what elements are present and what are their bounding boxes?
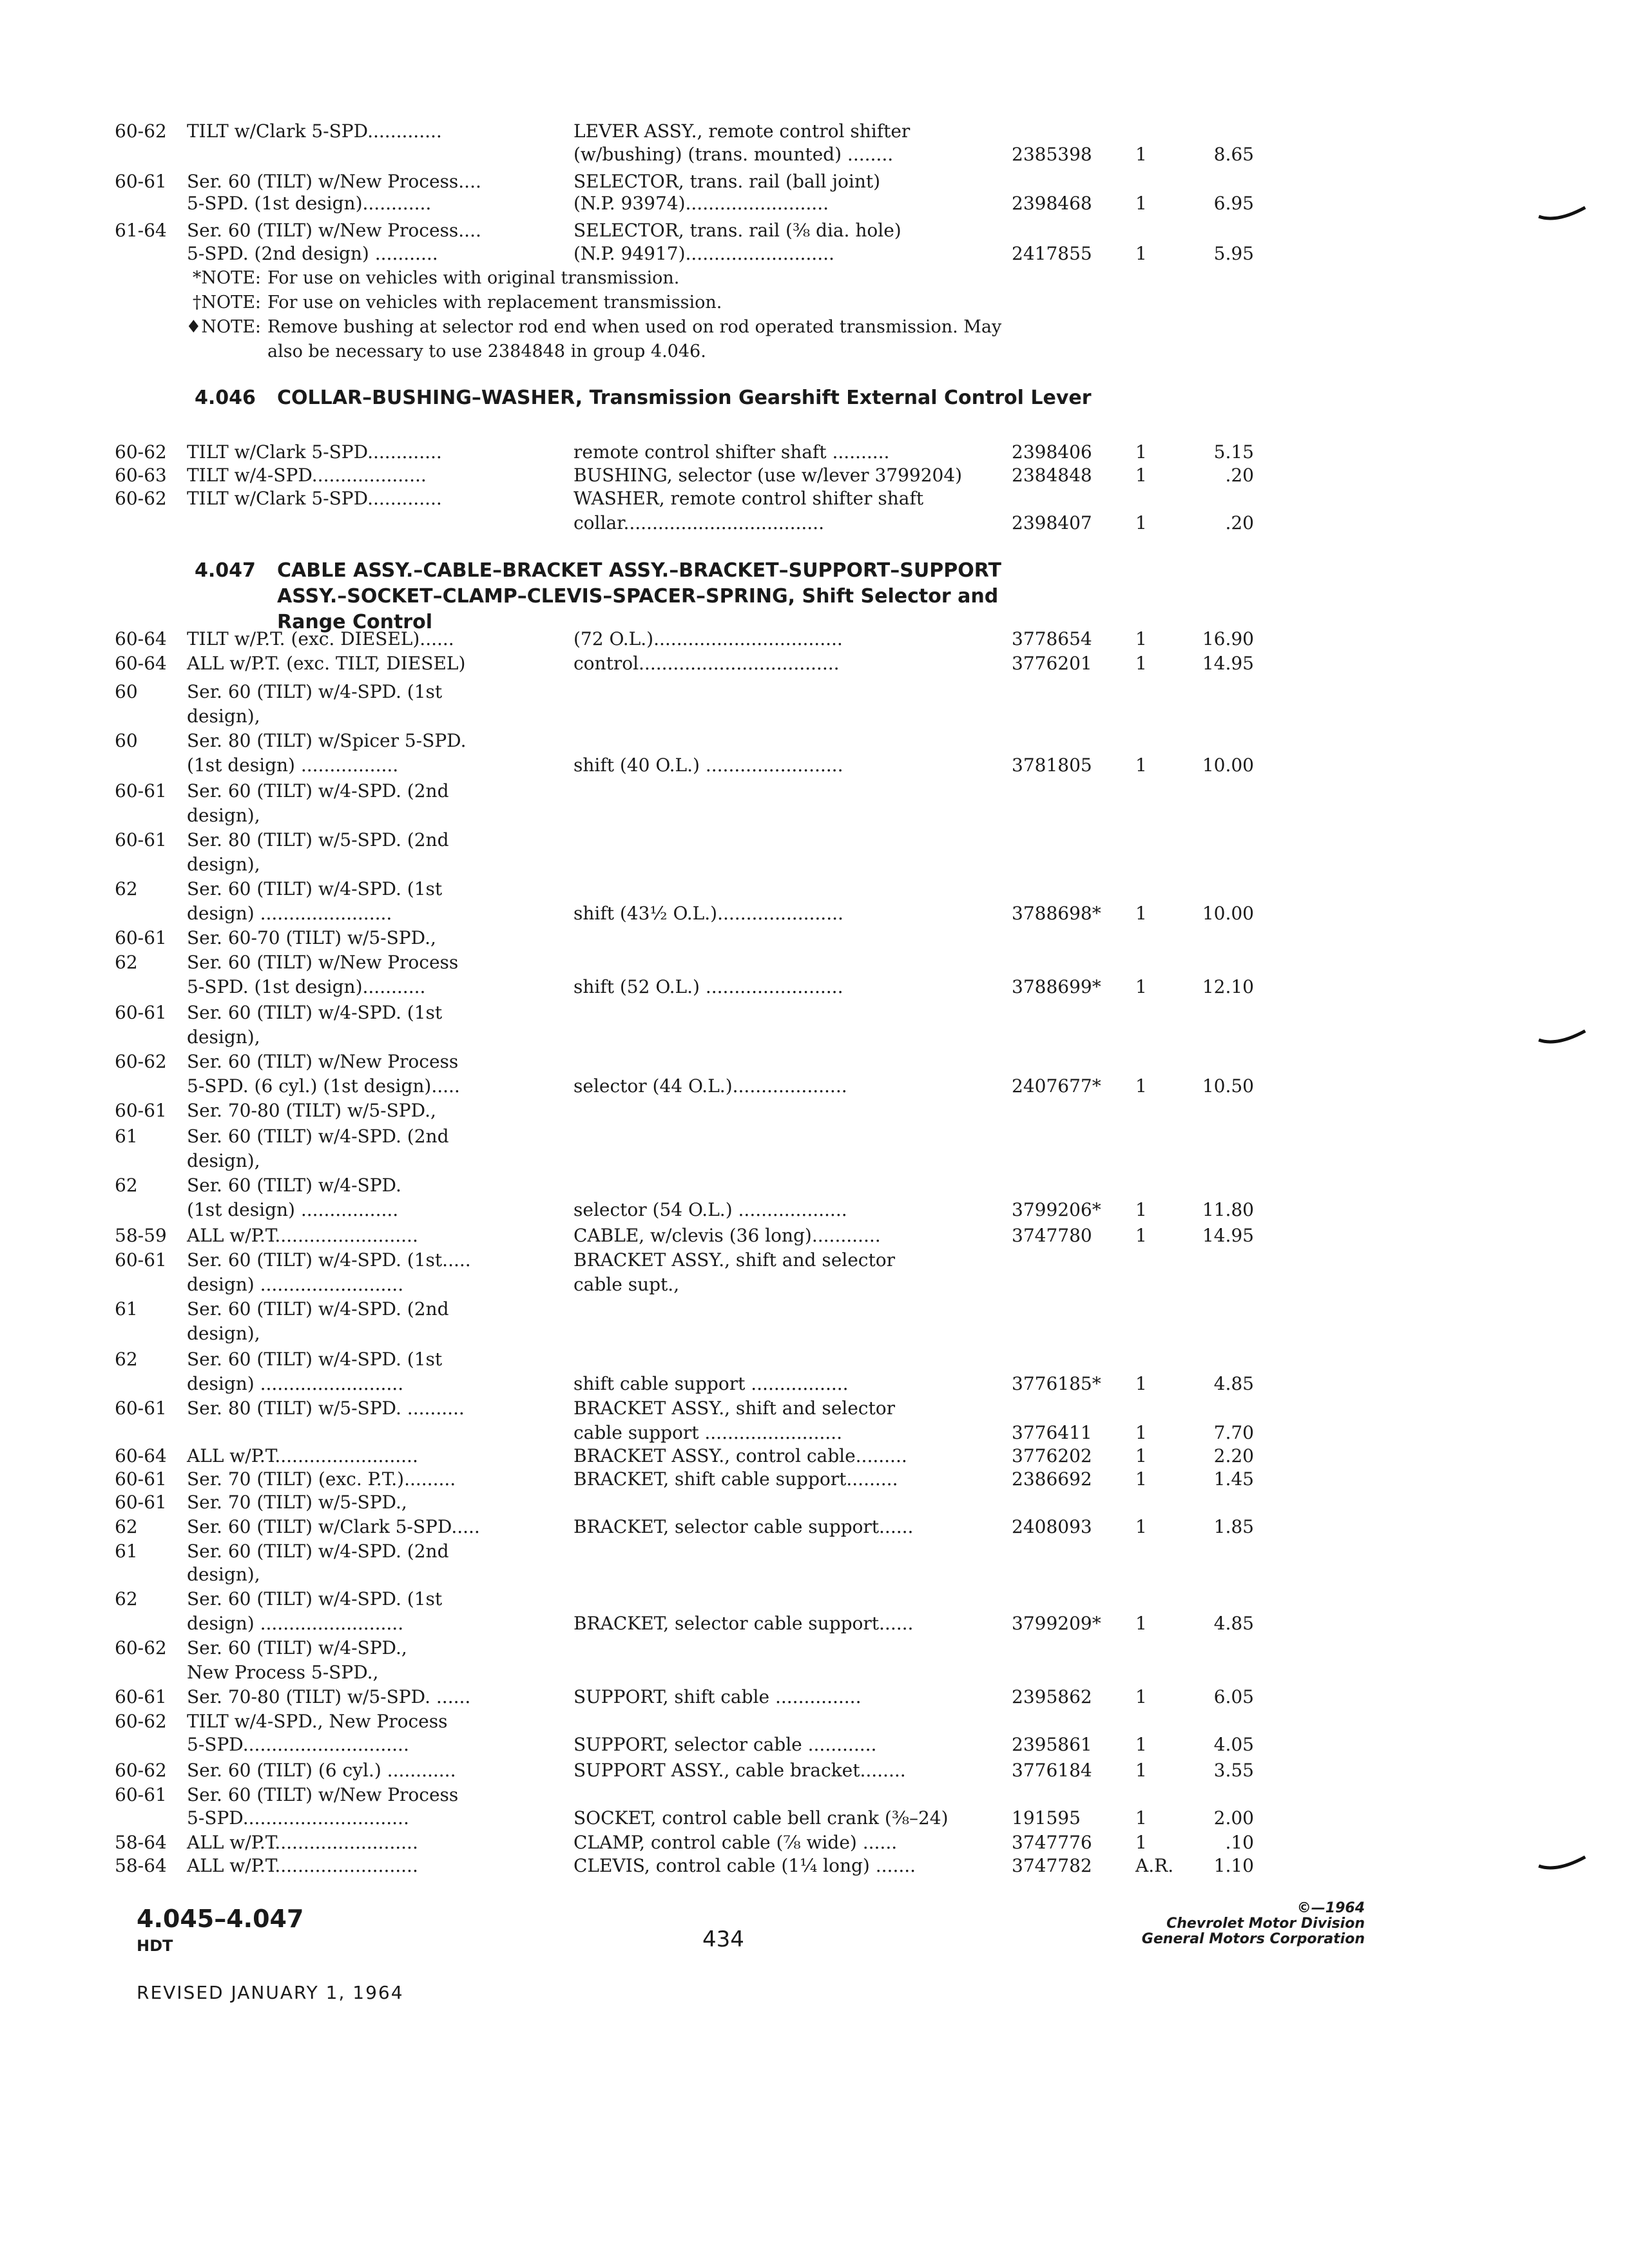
application-cell: ALL w/P.T. (exc. TILT, DIESEL) [187, 653, 466, 674]
part-number-cell: 191595 [1012, 1807, 1081, 1829]
binding-tick-mark [1537, 1030, 1586, 1049]
price-cell: 8.65 [1213, 144, 1254, 165]
parts-row [0, 1247, 1629, 1273]
parts-row [0, 119, 1629, 144]
description-cell: (w/bushing) (trans. mounted) ........ [574, 144, 894, 165]
year-cell: 62 [115, 1349, 138, 1370]
application-cell: design) ......................... [187, 1373, 404, 1394]
year-cell: 60-61 [115, 1249, 167, 1271]
footer-code: HDT [137, 1937, 173, 1955]
price-cell: 4.85 [1213, 1613, 1254, 1634]
year-cell: 58-59 [115, 1225, 167, 1246]
description-cell: SUPPORT ASSY., cable bracket........ [574, 1760, 906, 1781]
quantity-cell: 1 [1135, 1832, 1147, 1853]
description-cell: CLAMP, control cable (⅞ wide) ...... [574, 1832, 898, 1853]
part-number-cell: 3799206* [1012, 1199, 1101, 1220]
year-cell: 62 [115, 952, 138, 973]
parts-row [0, 704, 1629, 729]
price-cell: 14.95 [1202, 1225, 1254, 1246]
note-text: For use on vehicles with original transmission. [267, 268, 680, 288]
application-cell: Ser. 60 (TILT) w/4-SPD., [187, 1637, 407, 1658]
year-cell: 60-61 [115, 171, 167, 192]
parts-row [0, 1514, 1629, 1540]
application-cell: design), [187, 1564, 260, 1585]
application-cell: Ser. 60 (TILT) w/New Process [187, 1784, 459, 1805]
application-cell: Ser. 60 (TILT) w/Clark 5-SPD..... [187, 1516, 480, 1537]
part-number-cell: 3747776 [1012, 1832, 1092, 1853]
section-title: COLLAR–BUSHING–WASHER, Transmission Gearshift External Control Lever [277, 387, 1092, 409]
description-cell: CABLE, w/clevis (36 long)............ [574, 1225, 881, 1246]
application-cell: Ser. 60 (TILT) w/4-SPD. (1st [187, 878, 443, 899]
price-cell: .20 [1225, 512, 1254, 533]
year-cell: 60-61 [115, 1002, 167, 1023]
year-cell: 60-61 [115, 1686, 167, 1707]
price-cell: 10.50 [1202, 1075, 1254, 1097]
parts-row [0, 1539, 1629, 1564]
parts-row [0, 950, 1629, 975]
part-number-cell: 3776202 [1012, 1445, 1092, 1466]
description-cell: shift (40 O.L.) ........................ [574, 754, 843, 776]
application-cell: Ser. 60 (TILT) w/New Process.... [187, 220, 481, 241]
price-cell: 4.05 [1213, 1734, 1254, 1755]
application-cell: Ser. 60 (TILT) w/4-SPD. (2nd [187, 780, 449, 802]
parts-row [0, 1073, 1629, 1099]
quantity-cell: 1 [1135, 1686, 1147, 1707]
parts-row [0, 1347, 1629, 1372]
application-cell: design), [187, 805, 260, 826]
price-cell: 2.00 [1213, 1807, 1254, 1829]
description-cell: shift cable support ................. [574, 1373, 849, 1394]
application-cell: 5-SPD............................. [187, 1734, 409, 1755]
application-cell: 5-SPD. (1st design)............ [187, 193, 432, 214]
application-cell: TILT w/4-SPD.................... [187, 465, 427, 486]
parts-row [0, 827, 1629, 853]
note-label: †NOTE: [192, 293, 261, 312]
parts-row [0, 925, 1629, 951]
parts-row [0, 753, 1629, 778]
parts-row [0, 1586, 1629, 1612]
parts-row [0, 1420, 1629, 1446]
parts-row [0, 901, 1629, 927]
part-number-cell: 2398468 [1012, 193, 1092, 214]
parts-row [0, 778, 1629, 804]
quantity-cell: 1 [1135, 243, 1147, 264]
year-cell: 60-61 [115, 780, 167, 802]
parts-row [0, 803, 1629, 829]
year-cell: 60-61 [115, 1100, 167, 1121]
application-cell: Ser. 70 (TILT) (exc. P.T.)......... [187, 1468, 456, 1490]
parts-row [0, 1611, 1629, 1637]
parts-row [0, 1371, 1629, 1397]
parts-row [0, 1272, 1629, 1298]
parts-row [0, 191, 1629, 216]
parts-row [0, 439, 1629, 465]
description-cell: BRACKET, shift cable support......... [574, 1468, 898, 1490]
notes-block [164, 266, 1118, 364]
quantity-cell: 1 [1135, 1225, 1147, 1246]
part-number-cell: 2398406 [1012, 441, 1092, 463]
quantity-cell: 1 [1135, 754, 1147, 776]
price-cell: 10.00 [1202, 903, 1254, 924]
price-cell: 11.80 [1202, 1199, 1254, 1220]
parts-row [0, 1684, 1629, 1710]
binding-tick-mark [1537, 1856, 1586, 1875]
description-cell: SUPPORT, selector cable ............ [574, 1734, 877, 1755]
application-cell: ALL w/P.T......................... [187, 1832, 418, 1853]
application-cell: 5-SPD. (2nd design) ........... [187, 243, 438, 264]
parts-row [0, 1660, 1629, 1686]
parts-row [0, 463, 1629, 488]
application-cell: Ser. 60 (TILT) w/4-SPD. (1st [187, 1588, 443, 1610]
footer-group-range: 4.045–4.047 [137, 1905, 304, 1933]
quantity-cell: 1 [1135, 1734, 1147, 1755]
quantity-cell: 1 [1135, 628, 1147, 649]
year-cell: 60-62 [115, 1637, 167, 1658]
application-cell: Ser. 60 (TILT) w/4-SPD. (1st [187, 681, 443, 702]
description-cell: BRACKET ASSY., control cable......... [574, 1445, 907, 1466]
quantity-cell: 1 [1135, 465, 1147, 486]
application-cell: Ser. 60 (TILT) w/4-SPD. (2nd [187, 1126, 449, 1147]
part-number-cell: 3788699* [1012, 976, 1101, 997]
price-cell: 2.20 [1213, 1445, 1254, 1466]
parts-row [0, 1758, 1629, 1783]
description-cell: BRACKET, selector cable support...... [574, 1613, 914, 1634]
quantity-cell: 1 [1135, 1075, 1147, 1097]
price-cell: 4.85 [1213, 1373, 1254, 1394]
year-cell: 62 [115, 1516, 138, 1537]
part-number-cell: 3776411 [1012, 1422, 1092, 1443]
price-cell: 1.10 [1213, 1855, 1254, 1876]
application-cell: Ser. 80 (TILT) w/5-SPD. (2nd [187, 829, 449, 850]
revised-date: REVISED JANUARY 1, 1964 [137, 1982, 404, 2003]
year-cell: 60-64 [115, 1445, 167, 1466]
quantity-cell: 1 [1135, 144, 1147, 165]
parts-row [0, 1830, 1629, 1856]
section-header-4046 [195, 385, 1161, 411]
application-cell: Ser. 60 (TILT) (6 cyl.) ............ [187, 1760, 456, 1781]
parts-row [0, 1466, 1629, 1492]
parts-row [0, 1124, 1629, 1149]
year-cell: 62 [115, 1588, 138, 1610]
parts-row [0, 974, 1629, 1000]
application-cell: design) ......................... [187, 1613, 404, 1634]
description-cell: SOCKET, control cable bell crank (⅜–24) [574, 1807, 949, 1829]
parts-row [0, 1732, 1629, 1758]
year-cell: 60-64 [115, 628, 167, 649]
price-cell: 3.55 [1213, 1760, 1254, 1781]
quantity-cell: A.R. [1135, 1855, 1174, 1876]
application-cell: Ser. 60 (TILT) w/4-SPD. (2nd [187, 1298, 449, 1320]
copyright-division: Chevrolet Motor Division [1166, 1916, 1365, 1932]
note-text: For use on vehicles with replacement transmission. [267, 293, 722, 312]
quantity-cell: 1 [1135, 1807, 1147, 1829]
part-number-cell: 3747780 [1012, 1225, 1092, 1246]
parts-row [0, 1148, 1629, 1174]
application-cell: Ser. 60-70 (TILT) w/5-SPD., [187, 927, 436, 948]
part-number-cell: 2384848 [1012, 465, 1092, 486]
part-number-cell: 3781805 [1012, 754, 1092, 776]
price-cell: 5.95 [1213, 243, 1254, 264]
description-cell: cable supt., [574, 1274, 680, 1295]
description-cell: control................................... [574, 653, 840, 674]
year-cell: 60-61 [115, 1492, 167, 1513]
price-cell: 7.70 [1213, 1422, 1254, 1443]
parts-row [0, 679, 1629, 705]
application-cell: Ser. 60 (TILT) w/4-SPD. (1st [187, 1002, 443, 1023]
description-cell: shift (43½ O.L.)...................... [574, 903, 843, 924]
application-cell: (1st design) ................. [187, 1199, 399, 1220]
description-cell: (N.P. 94917).......................... [574, 243, 834, 264]
section-title-continued: Range Control [277, 611, 432, 633]
price-cell: 6.95 [1213, 193, 1254, 214]
year-cell: 60-61 [115, 927, 167, 948]
application-cell: TILT w/Clark 5-SPD............. [187, 120, 442, 142]
note-label: ♦NOTE: [186, 317, 261, 337]
part-number-cell: 2385398 [1012, 144, 1092, 165]
description-cell: cable support ........................ [574, 1422, 842, 1443]
description-cell: WASHER, remote control shifter shaft [574, 488, 924, 509]
note [164, 291, 1118, 315]
description-cell: BRACKET ASSY., shift and selector [574, 1249, 895, 1271]
parts-row [0, 1321, 1629, 1347]
year-cell: 60-62 [115, 120, 167, 142]
description-cell: (72 O.L.)................................. [574, 628, 843, 649]
part-number-cell: 2408093 [1012, 1516, 1092, 1537]
description-cell: LEVER ASSY., remote control shifter [574, 120, 911, 142]
year-cell: 60-62 [115, 488, 167, 509]
year-cell: 62 [115, 878, 138, 899]
part-number-cell: 3747782 [1012, 1855, 1092, 1876]
quantity-cell: 1 [1135, 441, 1147, 463]
application-cell: Ser. 70-80 (TILT) w/5-SPD., [187, 1100, 436, 1121]
quantity-cell: 1 [1135, 976, 1147, 997]
year-cell: 61 [115, 1298, 138, 1320]
note [164, 315, 1118, 364]
parts-row [0, 1709, 1629, 1735]
price-cell: 10.00 [1202, 754, 1254, 776]
parts-row [0, 1296, 1629, 1322]
parts-row [0, 1197, 1629, 1223]
part-number-cell: 2398407 [1012, 512, 1092, 533]
binding-tick-mark [1537, 206, 1586, 226]
application-cell: ALL w/P.T......................... [187, 1445, 418, 1466]
part-number-cell: 3788698* [1012, 903, 1101, 924]
application-cell: Ser. 60 (TILT) w/New Process [187, 952, 459, 973]
price-cell: 6.05 [1213, 1686, 1254, 1707]
quantity-cell: 1 [1135, 193, 1147, 214]
application-cell: Ser. 60 (TILT) w/New Process [187, 1051, 459, 1072]
parts-row [0, 486, 1629, 512]
description-cell: BRACKET, selector cable support...... [574, 1516, 914, 1537]
parts-row [0, 1562, 1629, 1588]
description-cell: remote control shifter shaft .......... [574, 441, 890, 463]
description-cell: collar................................... [574, 512, 824, 533]
application-cell: Ser. 60 (TILT) w/4-SPD. [187, 1175, 401, 1196]
application-cell: Ser. 80 (TILT) w/Spicer 5-SPD. [187, 730, 467, 751]
parts-row [0, 1490, 1629, 1515]
application-cell: TILT w/P.T. (exc. DIESEL)...... [187, 628, 454, 649]
part-number-cell: 2395861 [1012, 1734, 1092, 1755]
parts-row [0, 1223, 1629, 1249]
part-number-cell: 3776185* [1012, 1373, 1101, 1394]
part-number-cell: 2407677* [1012, 1075, 1101, 1097]
parts-row [0, 1000, 1629, 1026]
description-cell: CLEVIS, control cable (1¼ long) ....... [574, 1855, 916, 1876]
section-header-4047 [195, 558, 1161, 635]
price-cell: 1.85 [1213, 1516, 1254, 1537]
quantity-cell: 1 [1135, 1373, 1147, 1394]
part-number-cell: 2386692 [1012, 1468, 1092, 1490]
application-cell: design) ....................... [187, 903, 392, 924]
description-cell: selector (44 O.L.).................... [574, 1075, 847, 1097]
application-cell: (1st design) ................. [187, 754, 399, 776]
year-cell: 60-61 [115, 1468, 167, 1490]
section-number: 4.047 [195, 559, 256, 582]
quantity-cell: 1 [1135, 1613, 1147, 1634]
footer-group [137, 1905, 304, 1955]
copyright-corporation: General Motors Corporation [1141, 1931, 1365, 1947]
part-number-cell: 2417855 [1012, 243, 1092, 264]
year-cell: 60-62 [115, 1711, 167, 1732]
year-cell: 58-64 [115, 1855, 167, 1876]
application-cell: Ser. 80 (TILT) w/5-SPD. .......... [187, 1398, 465, 1419]
parts-row [0, 218, 1629, 244]
copyright-year: ©—1964 [1296, 1900, 1365, 1916]
section-title-continued: ASSY.–SOCKET–CLAMP–CLEVIS–SPACER–SPRING, Shift Selector and [277, 585, 999, 608]
description-cell: shift (52 O.L.) ........................ [574, 976, 843, 997]
parts-row [0, 1782, 1629, 1808]
year-cell: 62 [115, 1175, 138, 1196]
application-cell: 5-SPD. (1st design)........... [187, 976, 426, 997]
application-cell: 5-SPD............................. [187, 1807, 409, 1829]
year-cell: 61 [115, 1541, 138, 1562]
section-number: 4.046 [195, 387, 256, 409]
year-cell: 60-61 [115, 829, 167, 850]
application-cell: TILT w/4-SPD., New Process [187, 1711, 448, 1732]
parts-row [0, 876, 1629, 902]
year-cell: 60 [115, 681, 138, 702]
part-number-cell: 3776184 [1012, 1760, 1092, 1781]
part-number-cell: 2395862 [1012, 1686, 1092, 1707]
year-cell: 60-64 [115, 653, 167, 674]
description-cell: BUSHING, selector (use w/lever 3799204) [574, 465, 963, 486]
quantity-cell: 1 [1135, 1760, 1147, 1781]
price-cell: 14.95 [1202, 653, 1254, 674]
parts-row [0, 1173, 1629, 1198]
year-cell: 60-62 [115, 1051, 167, 1072]
application-cell: Ser. 60 (TILT) w/New Process.... [187, 171, 481, 192]
part-number-cell: 3776201 [1012, 653, 1092, 674]
application-cell: TILT w/Clark 5-SPD............. [187, 441, 442, 463]
year-cell: 60-62 [115, 1760, 167, 1781]
price-cell: 12.10 [1202, 976, 1254, 997]
copyright-block [1142, 1901, 1365, 1947]
application-cell: ALL w/P.T......................... [187, 1225, 418, 1246]
application-cell: design), [187, 1323, 260, 1344]
page-number: 434 [702, 1927, 744, 1952]
description-cell: selector (54 O.L.) ................... [574, 1199, 847, 1220]
application-cell: Ser. 60 (TILT) w/4-SPD. (2nd [187, 1541, 449, 1562]
year-cell: 60-63 [115, 465, 167, 486]
application-cell: design), [187, 1150, 260, 1171]
price-cell: 5.15 [1213, 441, 1254, 463]
year-cell: 60 [115, 730, 138, 751]
part-number-cell: 3778654 [1012, 628, 1092, 649]
application-cell: design), [187, 706, 260, 727]
price-cell: .10 [1225, 1832, 1254, 1853]
application-cell: Ser. 70 (TILT) w/5-SPD., [187, 1492, 407, 1513]
quantity-cell: 1 [1135, 1516, 1147, 1537]
description-cell: SELECTOR, trans. rail (ball joint) [574, 171, 881, 192]
description-cell: (N.P. 93974)......................... [574, 193, 829, 214]
parts-row [0, 1098, 1629, 1124]
parts-row [0, 510, 1629, 536]
application-cell: Ser. 70-80 (TILT) w/5-SPD. ...... [187, 1686, 471, 1707]
parts-row [0, 1853, 1629, 1879]
application-cell: design) ......................... [187, 1274, 404, 1295]
parts-row [0, 1805, 1629, 1831]
price-cell: 16.90 [1202, 628, 1254, 649]
application-cell: Ser. 60 (TILT) w/4-SPD. (1st..... [187, 1249, 471, 1271]
description-cell: BRACKET ASSY., shift and selector [574, 1398, 895, 1419]
part-number-cell: 3799209* [1012, 1613, 1101, 1634]
parts-row [0, 651, 1629, 677]
parts-row [0, 852, 1629, 878]
parts-row [0, 728, 1629, 754]
note-text: Remove bushing at selector rod end when used on rod operated transmission. May [267, 317, 1002, 337]
application-cell: TILT w/Clark 5-SPD............. [187, 488, 442, 509]
quantity-cell: 1 [1135, 1468, 1147, 1490]
description-cell: SELECTOR, trans. rail (⅜ dia. hole) [574, 220, 901, 241]
application-cell: Ser. 60 (TILT) w/4-SPD. (1st [187, 1349, 443, 1370]
application-cell: ALL w/P.T......................... [187, 1855, 418, 1876]
quantity-cell: 1 [1135, 1422, 1147, 1443]
description-cell: SUPPORT, shift cable ............... [574, 1686, 862, 1707]
year-cell: 58-64 [115, 1832, 167, 1853]
year-cell: 60-61 [115, 1784, 167, 1805]
parts-row [0, 1024, 1629, 1050]
application-cell: design), [187, 1026, 260, 1048]
application-cell: New Process 5-SPD., [187, 1662, 379, 1683]
parts-row [0, 142, 1629, 168]
quantity-cell: 1 [1135, 1445, 1147, 1466]
parts-row [0, 1396, 1629, 1421]
year-cell: 61 [115, 1126, 138, 1147]
parts-row [0, 241, 1629, 267]
quantity-cell: 1 [1135, 903, 1147, 924]
note [164, 266, 1118, 291]
parts-row [0, 1049, 1629, 1075]
note-label: *NOTE: [192, 268, 261, 288]
application-cell: design), [187, 854, 260, 875]
price-cell: 1.45 [1213, 1468, 1254, 1490]
parts-row [0, 1635, 1629, 1661]
year-cell: 60-62 [115, 441, 167, 463]
quantity-cell: 1 [1135, 653, 1147, 674]
quantity-cell: 1 [1135, 1199, 1147, 1220]
year-cell: 61-64 [115, 220, 167, 241]
quantity-cell: 1 [1135, 512, 1147, 533]
application-cell: 5-SPD. (6 cyl.) (1st design)..... [187, 1075, 460, 1097]
section-title: CABLE ASSY.–CABLE–BRACKET ASSY.–BRACKET–SUPPORT–SUPPORT [277, 559, 1001, 582]
note-text-continued: also be necessary to use 2384848 in group 4.046. [267, 341, 706, 361]
parts-row [0, 1443, 1629, 1469]
year-cell: 60-61 [115, 1398, 167, 1419]
price-cell: .20 [1225, 465, 1254, 486]
